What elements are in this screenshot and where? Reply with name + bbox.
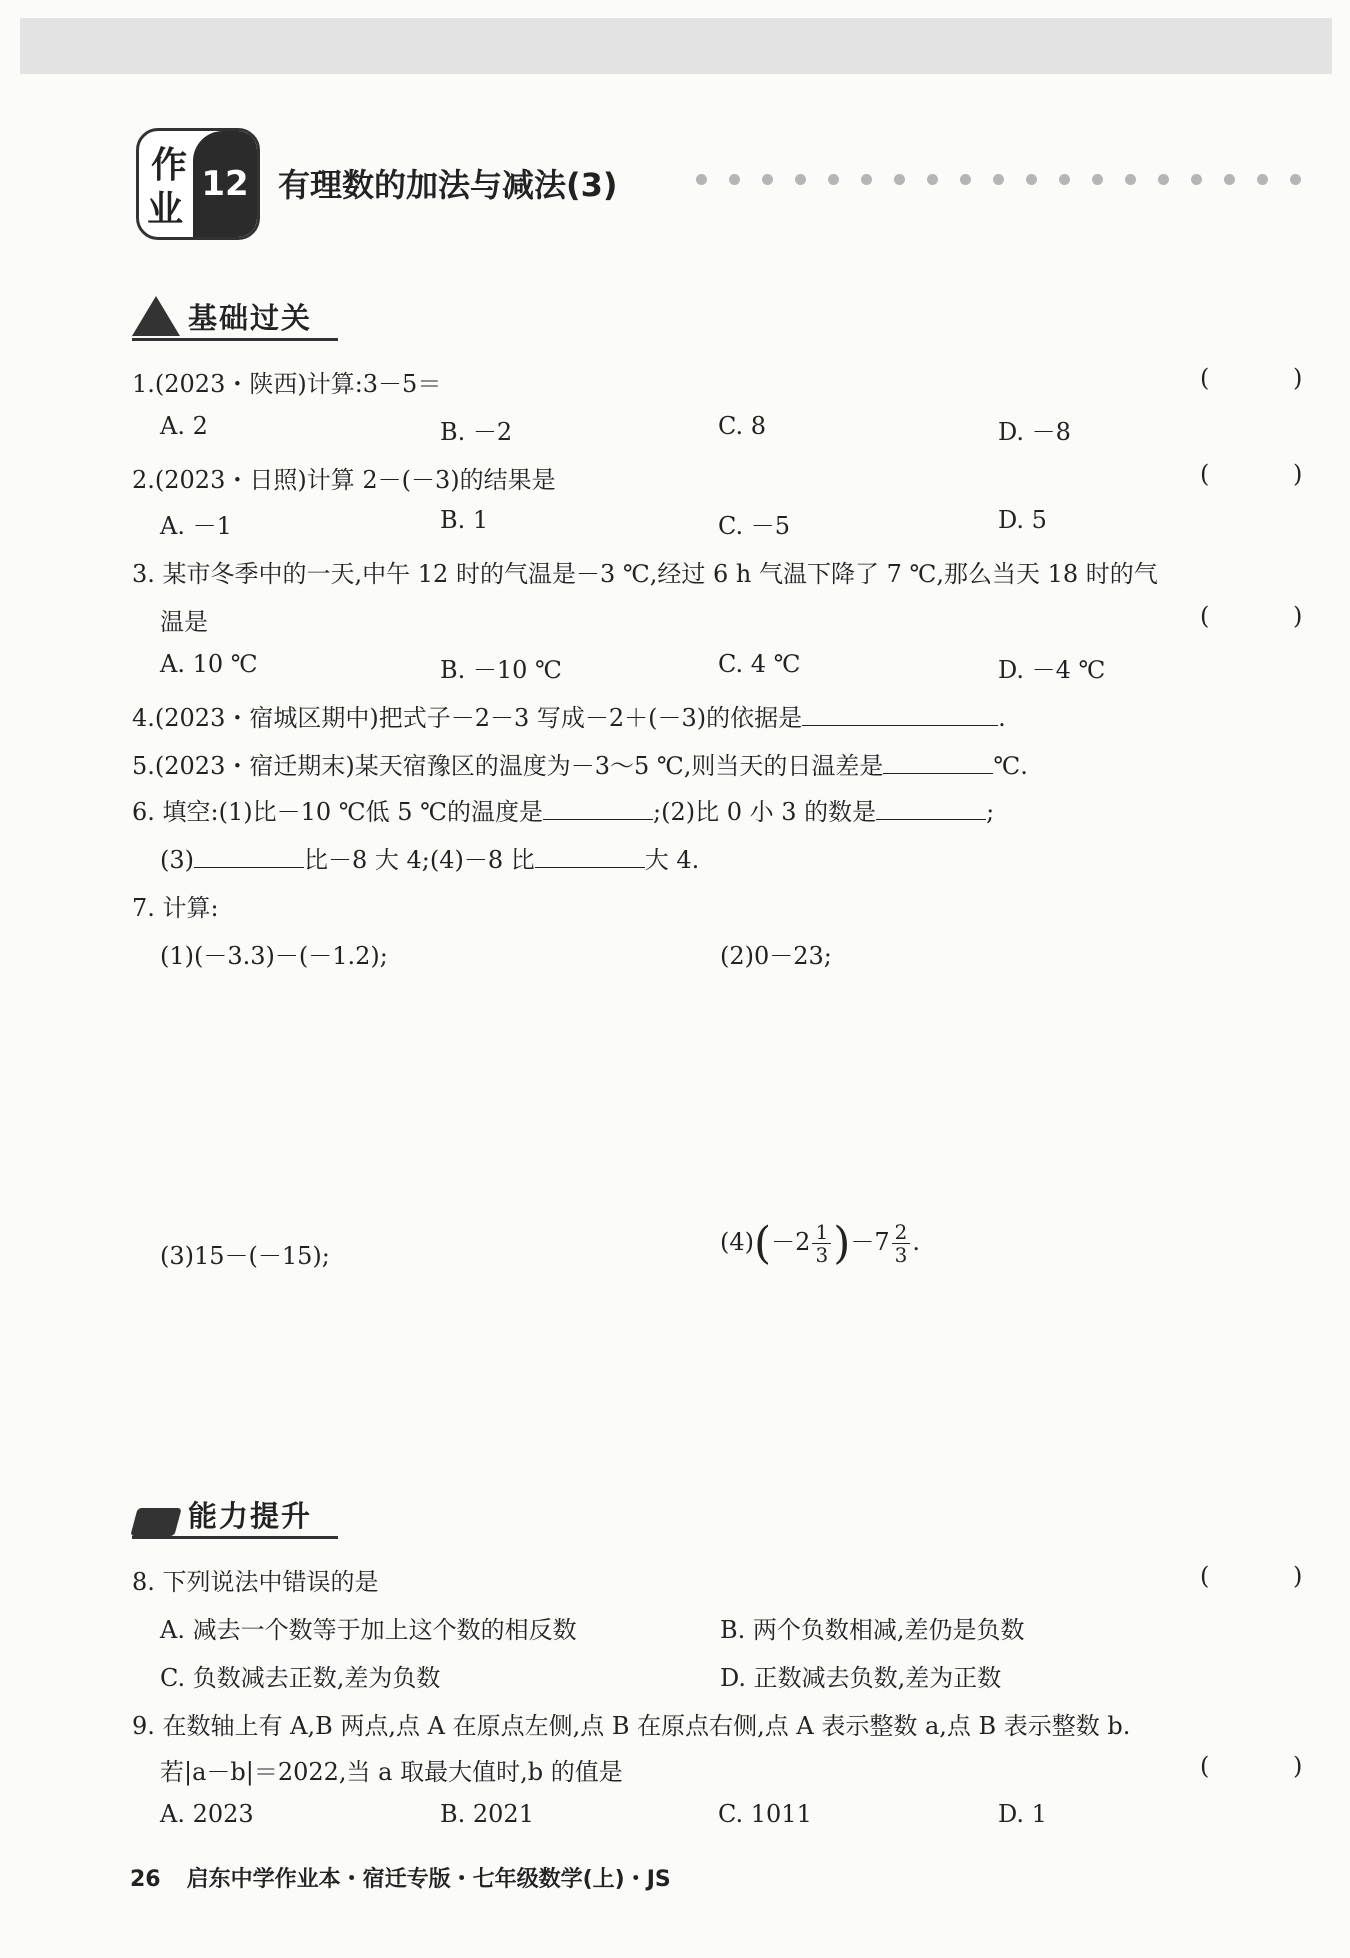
section-advanced-label: 能力提升 <box>188 1499 313 1533</box>
q2-option-c: C. －5 <box>718 512 791 540</box>
q7-sub-3: (3)15－(－15); <box>160 1242 330 1270</box>
q8-option-c: C. 负数减去正数,差为负数 <box>160 1664 441 1692</box>
question-9-line-2: 若|a－b|＝2022,当 a 取最大值时,b 的值是 <box>160 1758 623 1786</box>
answer-blank[interactable] <box>802 705 998 726</box>
question-2: 2.(2023・日照)计算 2－(－3)的结果是 <box>132 466 556 494</box>
fraction: $\frac{2}{3}$ <box>892 1221 911 1266</box>
q1-option-c: C. 8 <box>718 412 767 440</box>
question-7: 7. 计算: <box>132 894 219 922</box>
q3-option-b: B. －10 ℃ <box>440 656 562 684</box>
q3-option-c: C. 4 ℃ <box>718 650 801 678</box>
badge-number: 12 <box>193 131 257 237</box>
q1-option-a: A. 2 <box>160 412 208 440</box>
answer-blank[interactable] <box>543 799 653 820</box>
q3-option-a: A. 10 ℃ <box>160 650 258 678</box>
q1-option-b: B. －2 <box>440 418 513 446</box>
answer-paren-1: ( ) <box>1200 364 1341 392</box>
page-number: 26 <box>130 1867 161 1892</box>
question-1: 1.(2023・陕西)计算:3－5＝ <box>132 370 442 398</box>
title-dot-row <box>696 174 1336 186</box>
q9-option-c: C. 1011 <box>718 1800 812 1828</box>
homework-badge <box>136 128 260 240</box>
section-basic <box>132 296 342 342</box>
answer-paren-2: ( ) <box>1200 460 1341 488</box>
book-title: 启东中学作业本・宿迁专版・七年级数学(上)・JS <box>186 1867 671 1892</box>
q3-option-d: D. －4 ℃ <box>998 656 1106 684</box>
answer-paren-9: ( ) <box>1200 1752 1341 1780</box>
mountain-icon <box>132 296 180 336</box>
q8-option-a: A. 减去一个数等于加上这个数的相反数 <box>160 1616 577 1644</box>
q1-option-d: D. －8 <box>998 418 1071 446</box>
q7-sub-4: (4)(－2 $\frac{1}{3}$ )－7 $\frac{2}{3}$ . <box>720 1218 921 1269</box>
answer-paren-8: ( ) <box>1200 1562 1341 1590</box>
answer-blank[interactable] <box>194 847 304 868</box>
answer-blank[interactable] <box>883 753 993 774</box>
badge-bottom-char: 业 <box>147 189 184 230</box>
q9-option-d: D. 1 <box>998 1800 1047 1828</box>
question-6-line-1: 6. 填空:(1)比－10 ℃低 5 ℃的温度是 ;(2)比 0 小 3 的数是 ; <box>132 798 995 826</box>
question-5: 5.(2023・宿迁期末)某天宿豫区的温度为－3～5 ℃,则当天的日温差是 ℃. <box>132 752 1028 780</box>
top-gray-band <box>20 18 1332 74</box>
question-8: 8. 下列说法中错误的是 <box>132 1568 379 1596</box>
badge-top-char: 作 <box>151 145 188 186</box>
q8-option-d: D. 正数减去负数,差为正数 <box>720 1664 1002 1692</box>
answer-blank[interactable] <box>876 799 986 820</box>
answer-paren-3: ( ) <box>1200 602 1341 630</box>
q7-sub-2: (2)0－23; <box>720 942 832 970</box>
section-basic-label: 基础过关 <box>188 301 313 335</box>
q7-sub-1: (1)(－3.3)－(－1.2); <box>160 942 388 970</box>
question-3-line-1: 3. 某市冬季中的一天,中午 12 时的气温是－3 ℃,经过 6 h 气温下降了 7 ℃,那么当天 18 时的气 <box>132 560 1158 588</box>
question-3-line-2: 温是 <box>160 608 208 636</box>
q2-option-d: D. 5 <box>998 506 1047 534</box>
q8-option-b: B. 两个负数相减,差仍是负数 <box>720 1616 1025 1644</box>
question-4: 4.(2023・宿城区期中)把式子－2－3 写成－2＋(－3)的依据是 . <box>132 704 1006 732</box>
q9-option-b: B. 2021 <box>440 1800 534 1828</box>
fraction: $\frac{1}{3}$ <box>812 1221 831 1266</box>
question-6-line-2: (3) 比－8 大 4;(4)－8 比 大 4. <box>160 846 700 874</box>
answer-blank[interactable] <box>535 847 645 868</box>
page-title: 有理数的加法与减法(3) <box>278 166 618 204</box>
question-9-line-1: 9. 在数轴上有 A,B 两点,点 A 在原点左侧,点 B 在原点右侧,点 A 表示整数 a,点 B 表示整数 b. <box>132 1712 1131 1740</box>
q2-option-b: B. 1 <box>440 506 489 534</box>
block-icon <box>130 1508 182 1536</box>
q2-option-a: A. －1 <box>160 512 232 540</box>
page-footer <box>130 1862 671 1893</box>
q9-option-a: A. 2023 <box>160 1800 254 1828</box>
section-advanced <box>132 1494 342 1540</box>
